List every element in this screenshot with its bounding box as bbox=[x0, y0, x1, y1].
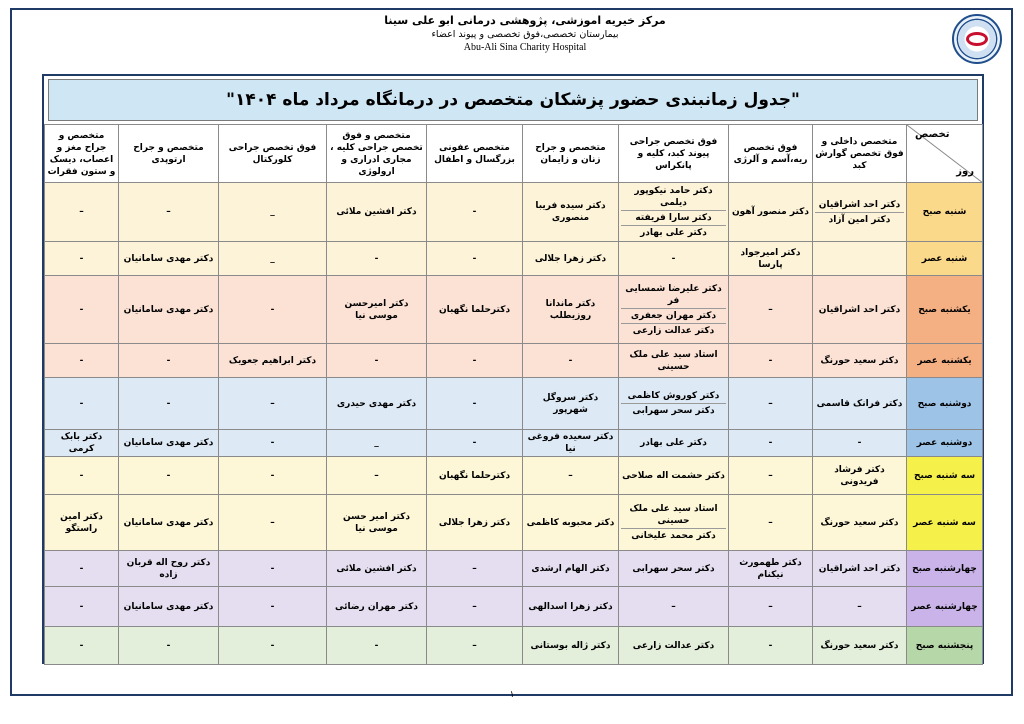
doctor-name: دکتر امیرحسن موسی نیا bbox=[344, 298, 409, 321]
doctor-name: دکتر مهدی سامانیان bbox=[123, 304, 214, 315]
doctor-name: دکترحلما نگهبان bbox=[438, 304, 511, 315]
doctor-cell bbox=[729, 183, 813, 242]
doctor-name: دکتر ژاله بوستانی bbox=[530, 640, 611, 651]
doctor-name: - bbox=[374, 355, 379, 366]
doctor-name: دکتر زهرا اسدالهی bbox=[528, 601, 613, 612]
doctor-name: استاد سید علی ملک حسینی bbox=[629, 349, 718, 372]
doctor-name: دکتر زهرا جلالی bbox=[438, 517, 511, 528]
doctor-name: - bbox=[79, 304, 84, 315]
doctor-name: – bbox=[768, 470, 773, 481]
doctor-name: - bbox=[79, 253, 84, 264]
doctor-cell bbox=[219, 344, 327, 378]
day-cell: پنجشنبه صبح bbox=[907, 627, 983, 665]
doctor-cell bbox=[119, 242, 219, 276]
doctor-cell bbox=[327, 587, 427, 627]
doctor-name: – bbox=[79, 207, 84, 217]
doctor-name: دکتر عدالت زارعی bbox=[632, 640, 715, 651]
doctor-name: دکتر سعید حورنگ bbox=[820, 355, 899, 366]
doctor-cell bbox=[523, 627, 619, 665]
doctor-cell bbox=[327, 457, 427, 495]
doctor-name: دکتر امیرجواد پارسا bbox=[740, 247, 801, 270]
table-row bbox=[45, 457, 983, 495]
doctor-cell bbox=[119, 457, 219, 495]
doctor-name: دکتر الهام ارشدی bbox=[531, 563, 610, 574]
doctor-name: دکتر احد اشراقیان bbox=[818, 563, 901, 574]
table-header-row bbox=[45, 125, 983, 183]
doctor-name: _ bbox=[270, 253, 275, 264]
doctor-cell bbox=[45, 378, 119, 430]
doctor-cell bbox=[729, 587, 813, 627]
doctor-cell bbox=[45, 183, 119, 242]
doctor-cell bbox=[219, 430, 327, 457]
doctor-name: دکتر احد اشراقیان bbox=[815, 198, 904, 213]
doctor-name: دکتر سیده فریبا منصوری bbox=[535, 201, 606, 223]
day-cell: یکشنبه صبح bbox=[907, 276, 983, 344]
doctor-name: - bbox=[857, 438, 862, 448]
doctor-cell bbox=[523, 587, 619, 627]
table-body bbox=[45, 183, 983, 665]
doctor-cell bbox=[219, 242, 327, 276]
doctor-cell bbox=[813, 344, 907, 378]
doctor-cell bbox=[45, 344, 119, 378]
day-cell: یکشنبه عصر bbox=[907, 344, 983, 378]
doctor-name: دکتر عدالت زارعی bbox=[632, 325, 715, 336]
column-header: متخصص و جراح زنان و زایمان bbox=[523, 125, 619, 183]
doctor-name: - bbox=[472, 438, 477, 448]
doctor-name: – bbox=[768, 398, 773, 409]
doctor-name: دکتر امین راستگو bbox=[60, 511, 103, 534]
doctor-cell bbox=[219, 551, 327, 587]
doctor-name: - bbox=[472, 398, 477, 409]
doctor-cell bbox=[523, 378, 619, 430]
doctor-cell bbox=[619, 183, 729, 242]
doctor-cell bbox=[813, 276, 907, 344]
doctor-name: – bbox=[768, 601, 773, 612]
day-cell: شنبه صبح bbox=[907, 183, 983, 242]
doctor-cell bbox=[219, 276, 327, 344]
table-row bbox=[45, 627, 983, 665]
doctor-name: دکتر سارا فریفته bbox=[621, 211, 726, 226]
doctor-cell bbox=[219, 627, 327, 665]
doctor-name: - bbox=[270, 304, 275, 315]
table-row bbox=[45, 495, 983, 551]
doctor-cell bbox=[427, 587, 523, 627]
doctor-name: - bbox=[472, 355, 477, 366]
doctor-name: - bbox=[270, 438, 275, 448]
doctor-cell bbox=[427, 378, 523, 430]
doctor-cell bbox=[45, 276, 119, 344]
doctor-name: دکتر علی بهادر bbox=[640, 228, 707, 238]
doctor-name: - bbox=[568, 355, 573, 366]
day-cell: سه شنبه صبح bbox=[907, 457, 983, 495]
doctor-name: دکتر روح اله قربان زاده bbox=[126, 557, 211, 580]
doctor-name: - bbox=[472, 207, 477, 217]
doctor-cell bbox=[619, 242, 729, 276]
doctor-cell bbox=[427, 430, 523, 457]
doctor-cell bbox=[219, 183, 327, 242]
doctor-cell bbox=[813, 551, 907, 587]
doctor-cell bbox=[729, 495, 813, 551]
day-cell: چهارشنبه صبح bbox=[907, 551, 983, 587]
header-line-2: بیمارستان تخصصی،فوق تخصصی و پیوند اعضاء bbox=[431, 29, 619, 40]
doctor-cell bbox=[619, 627, 729, 665]
column-header: فوق تخصص جراحی پیوند کبد، کلیه و پانکراس bbox=[619, 125, 729, 183]
table-row bbox=[45, 242, 983, 276]
column-header: متخصص عفونی بزرگسال و اطفال bbox=[427, 125, 523, 183]
doctor-name: استاد سید علی ملک حسینی bbox=[621, 502, 726, 529]
doctor-name: دکتر امین آزاد bbox=[828, 214, 891, 225]
doctor-cell bbox=[813, 430, 907, 457]
doctor-name: دکتر سحر سهرابی bbox=[632, 563, 715, 574]
doctor-cell bbox=[45, 457, 119, 495]
doctor-name: - bbox=[768, 640, 773, 651]
doctor-name: – bbox=[472, 601, 477, 612]
doctor-name: دکتر سعیده فروغی نیا bbox=[527, 432, 614, 454]
column-header: فوق تخصص ریه،آسم و آلرژی bbox=[729, 125, 813, 183]
doctor-name: – bbox=[768, 304, 773, 315]
doctor-cell bbox=[813, 378, 907, 430]
doctor-cell bbox=[327, 430, 427, 457]
doctor-cell bbox=[119, 378, 219, 430]
doctor-cell bbox=[523, 183, 619, 242]
doctor-cell bbox=[729, 627, 813, 665]
doctor-name: دکترحلما نگهبان bbox=[438, 470, 511, 481]
doctor-cell bbox=[45, 551, 119, 587]
table-row bbox=[45, 276, 983, 344]
doctor-name: دکتر مهدی سامانیان bbox=[123, 438, 214, 448]
doctor-cell bbox=[119, 430, 219, 457]
doctor-name: دکتر علیرضا شمسایی فر bbox=[621, 282, 726, 309]
doctor-name: دکتر بابک کرمی bbox=[60, 432, 103, 454]
doctor-name: - bbox=[374, 253, 379, 264]
doctor-cell bbox=[427, 457, 523, 495]
doctor-name: دکتر علی بهادر bbox=[640, 438, 707, 448]
doctor-cell bbox=[729, 378, 813, 430]
doctor-cell bbox=[813, 183, 907, 242]
page-number: ۱ bbox=[509, 690, 515, 700]
doctor-cell bbox=[219, 457, 327, 495]
doctor-name: دکتر سعید حورنگ bbox=[820, 517, 899, 528]
table-row bbox=[45, 378, 983, 430]
doctor-cell bbox=[619, 344, 729, 378]
doctor-cell bbox=[45, 242, 119, 276]
doctor-name: – bbox=[472, 640, 477, 651]
table-row bbox=[45, 551, 983, 587]
doctor-cell bbox=[427, 183, 523, 242]
doctor-name: دکتر افشین ملائی bbox=[336, 563, 417, 574]
column-header: متخصص و فوق تخصص جراحی کلیه ، مجاری ادراری و ارولوژی bbox=[327, 125, 427, 183]
doctor-name: دکتر افشین ملائی bbox=[336, 207, 417, 217]
doctor-cell bbox=[813, 587, 907, 627]
doctor-name: – bbox=[768, 517, 773, 528]
doctor-cell bbox=[813, 242, 907, 276]
doctor-name: – bbox=[166, 207, 171, 217]
doctor-cell bbox=[219, 378, 327, 430]
hospital-logo bbox=[952, 14, 1002, 64]
doctor-cell bbox=[119, 276, 219, 344]
doctor-name: دکتر سروگل شهرپور bbox=[542, 392, 599, 415]
doctor-cell bbox=[119, 587, 219, 627]
doctor-cell bbox=[119, 183, 219, 242]
table-row bbox=[45, 587, 983, 627]
doctor-name: - bbox=[768, 355, 773, 366]
doctor-cell bbox=[813, 457, 907, 495]
doctor-cell bbox=[813, 627, 907, 665]
doctor-name: – bbox=[472, 563, 477, 574]
doctor-cell bbox=[523, 551, 619, 587]
doctor-cell bbox=[619, 457, 729, 495]
doctor-cell bbox=[327, 495, 427, 551]
doctor-name: دکتر مهران رضائی bbox=[334, 601, 418, 612]
doctor-cell bbox=[327, 627, 427, 665]
doctor-name: دکتر امیر حسن موسی نیا bbox=[342, 511, 411, 534]
doctor-name: - bbox=[768, 438, 773, 448]
doctor-cell bbox=[327, 378, 427, 430]
doctor-name: - bbox=[270, 640, 275, 651]
doctor-name: دکتر فرشاد فریدونی bbox=[834, 464, 885, 487]
doctor-name: – bbox=[671, 601, 676, 612]
header-line-3: Abu-Ali Sina Charity Hospital bbox=[463, 42, 587, 53]
column-header: متخصص و جراح مغز و اعصاب، دیسک و ستون فقرات bbox=[45, 125, 119, 183]
logo-mark-icon bbox=[966, 32, 988, 46]
doctor-cell bbox=[45, 627, 119, 665]
doctor-cell bbox=[523, 344, 619, 378]
doctor-name: دکتر سعید حورنگ bbox=[820, 640, 899, 651]
doctor-cell bbox=[327, 344, 427, 378]
doctor-name: - bbox=[166, 470, 171, 481]
doctor-name: - bbox=[374, 640, 379, 651]
doctor-cell bbox=[619, 551, 729, 587]
doctor-name: دکتر حشمت اله صلاحی bbox=[622, 470, 725, 481]
doctor-cell bbox=[119, 495, 219, 551]
doctor-cell bbox=[523, 242, 619, 276]
corner-day-label: روز bbox=[956, 166, 974, 177]
doctor-name: دکتر ابراهیم جعویک bbox=[228, 355, 317, 366]
doctor-name: - bbox=[166, 355, 171, 366]
doctor-name: دکتر مهدی حیدری bbox=[336, 398, 417, 409]
doctor-name: _ bbox=[270, 207, 275, 217]
doctor-cell bbox=[523, 457, 619, 495]
doctor-name: دکتر طهمورث نیکنام bbox=[739, 557, 802, 580]
doctor-cell bbox=[45, 587, 119, 627]
doctor-cell bbox=[523, 495, 619, 551]
table-row bbox=[45, 344, 983, 378]
doctor-cell bbox=[523, 430, 619, 457]
doctor-name: دکتر مهران جعفری bbox=[621, 309, 726, 324]
table-row bbox=[45, 430, 983, 457]
doctor-cell bbox=[327, 183, 427, 242]
day-cell: سه شنبه عصر bbox=[907, 495, 983, 551]
doctor-name: - bbox=[79, 640, 84, 651]
doctor-cell bbox=[119, 627, 219, 665]
doctor-cell bbox=[619, 378, 729, 430]
doctor-cell bbox=[729, 344, 813, 378]
doctor-name: _ bbox=[374, 438, 379, 448]
doctor-name: دکتر محمد علیخانی bbox=[631, 531, 716, 541]
doctor-cell bbox=[427, 344, 523, 378]
doctor-cell bbox=[619, 495, 729, 551]
schedule-title: "جدول زمانبندی حضور پزشکان متخصص در درمانگاه مرداد ماه ۱۴۰۴" bbox=[48, 79, 978, 121]
doctor-cell bbox=[219, 495, 327, 551]
corner-specialty-label: تخصص bbox=[915, 129, 950, 140]
doctor-cell bbox=[327, 276, 427, 344]
doctor-name: دکتر مهدی سامانیان bbox=[123, 253, 214, 264]
doctor-name: – bbox=[270, 517, 275, 528]
doctor-name: – bbox=[374, 470, 379, 481]
doctor-name: دکتر مهدی سامانیان bbox=[123, 517, 214, 528]
doctor-cell bbox=[219, 587, 327, 627]
header-line-1: مرکز خیریه اموزشی، پژوهشی درمانی ابو علی سینا bbox=[384, 14, 666, 27]
doctor-name: – bbox=[857, 601, 862, 612]
doctor-cell bbox=[619, 587, 729, 627]
doctor-cell bbox=[729, 551, 813, 587]
doctor-cell bbox=[619, 276, 729, 344]
day-cell: دوشنبه صبح bbox=[907, 378, 983, 430]
day-cell: چهارشنبه عصر bbox=[907, 587, 983, 627]
doctor-name: دکتر محبوبه کاظمی bbox=[526, 517, 615, 528]
doctor-cell bbox=[427, 551, 523, 587]
doctor-cell bbox=[327, 242, 427, 276]
doctor-name: - bbox=[472, 253, 477, 264]
doctor-name: - bbox=[671, 253, 676, 264]
hospital-header bbox=[360, 14, 690, 54]
column-header: متخصص و جراح ارتوپدی bbox=[119, 125, 219, 183]
doctor-cell bbox=[427, 242, 523, 276]
doctor-cell bbox=[327, 551, 427, 587]
doctor-name: - bbox=[270, 601, 275, 612]
doctor-cell bbox=[813, 495, 907, 551]
doctor-cell bbox=[729, 242, 813, 276]
table-row bbox=[45, 183, 983, 242]
doctor-name: - bbox=[270, 563, 275, 574]
schedule-table bbox=[44, 124, 983, 665]
day-cell: شنبه عصر bbox=[907, 242, 983, 276]
column-header: فوق تخصص جراحی کلورکتال bbox=[219, 125, 327, 183]
doctor-name: دکتر زهرا جلالی bbox=[534, 253, 607, 264]
doctor-name: - bbox=[166, 398, 171, 409]
doctor-cell bbox=[119, 551, 219, 587]
doctor-name: دکتر ماندانا روزیطلب bbox=[545, 298, 596, 321]
day-cell: دوشنبه عصر bbox=[907, 430, 983, 457]
doctor-cell bbox=[729, 430, 813, 457]
doctor-cell bbox=[427, 276, 523, 344]
doctor-cell bbox=[45, 430, 119, 457]
doctor-name: - bbox=[79, 398, 84, 409]
doctor-name: - bbox=[79, 355, 84, 366]
doctor-name: – bbox=[270, 398, 275, 409]
doctor-name: دکتر فرانک قاسمی bbox=[816, 398, 903, 409]
doctor-name: دکتر احد اشراقیان bbox=[818, 304, 901, 315]
doctor-cell bbox=[427, 495, 523, 551]
doctor-cell bbox=[427, 627, 523, 665]
doctor-cell bbox=[729, 457, 813, 495]
doctor-name: - bbox=[166, 640, 171, 651]
doctor-name: دکتر مهدی سامانیان bbox=[123, 601, 214, 612]
doctor-name: دکتر سحر سهرابی bbox=[632, 406, 715, 416]
doctor-name: دکتر کوروش کاظمی bbox=[621, 389, 726, 404]
doctor-name: دکتر حامد نیکوپور دیلمی bbox=[621, 184, 726, 211]
doctor-name: – bbox=[568, 470, 573, 481]
doctor-name: دکتر منصور آهون bbox=[732, 207, 809, 217]
doctor-name: - bbox=[270, 470, 275, 481]
doctor-cell bbox=[729, 276, 813, 344]
doctor-cell bbox=[45, 495, 119, 551]
doctor-cell bbox=[119, 344, 219, 378]
doctor-cell bbox=[619, 430, 729, 457]
doctor-cell bbox=[523, 276, 619, 344]
column-header: متخصص داخلی و فوق تخصص گوارش کبد bbox=[813, 125, 907, 183]
doctor-name: - bbox=[79, 601, 84, 612]
doctor-name: - bbox=[79, 470, 84, 481]
corner-cell bbox=[907, 125, 983, 183]
doctor-name: - bbox=[79, 563, 84, 574]
